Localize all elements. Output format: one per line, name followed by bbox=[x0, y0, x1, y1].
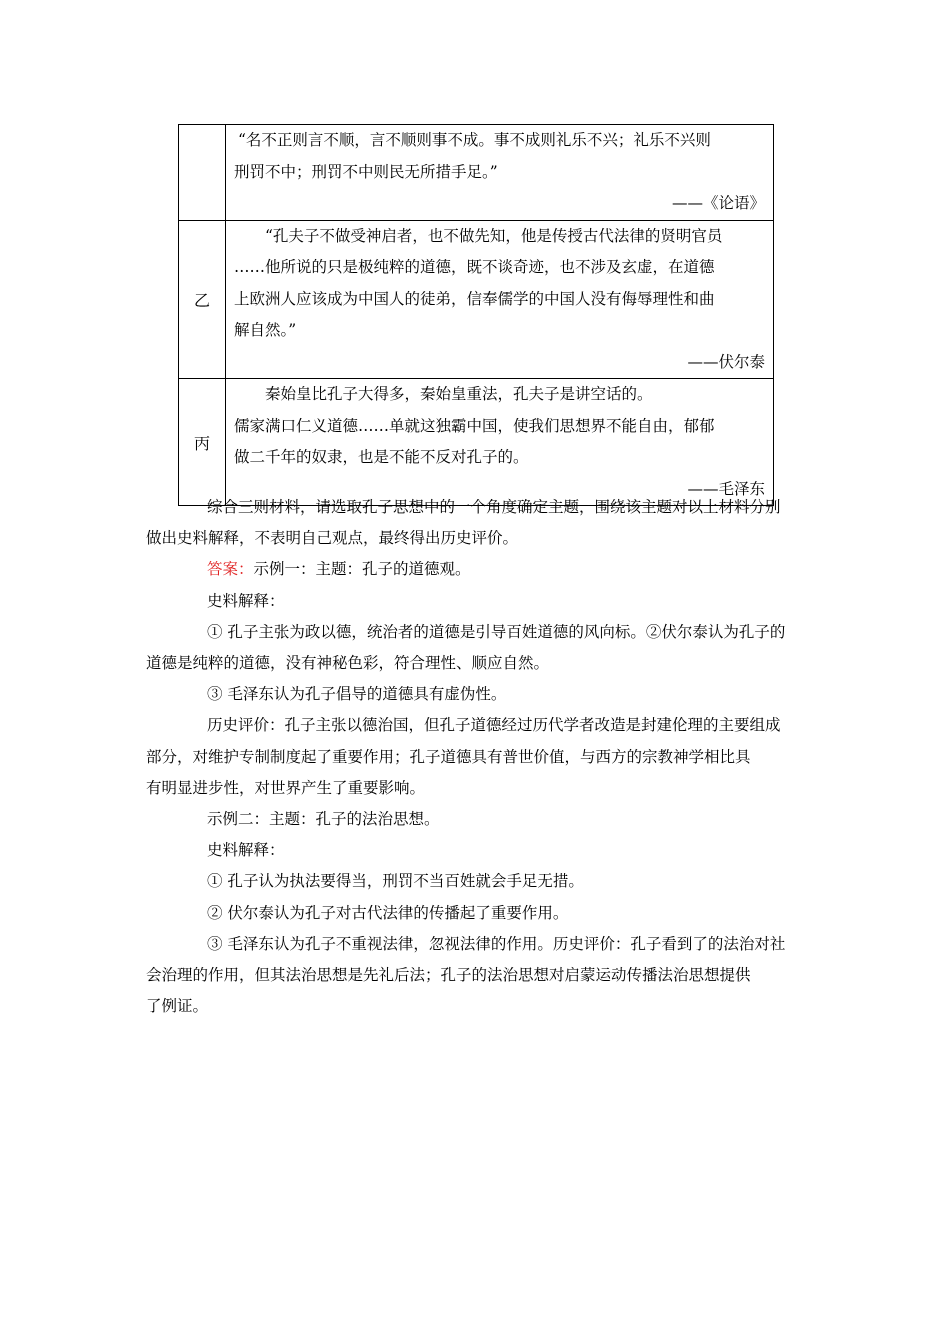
quote-line: 秦始皇比孔子大得多，秦始皇重法，孔夫子是讲空话的。 bbox=[265, 385, 653, 403]
material-row-bing bbox=[179, 379, 774, 506]
answer-paragraph bbox=[146, 710, 810, 804]
answer-line: 有明显进步性，对世界产生了重要影响。 bbox=[146, 778, 426, 797]
material-table bbox=[178, 124, 774, 506]
quote-source: ——伏尔泰 bbox=[687, 352, 765, 371]
answer-line: 历史评价：孔子主张以德治国，但孔子道德经过历代学者改造是封建伦理的主要组成 bbox=[207, 716, 781, 735]
quote-source: ——《论语》 bbox=[671, 194, 765, 212]
material-row-yi bbox=[179, 220, 774, 379]
quote-source: ——毛泽东 bbox=[687, 479, 765, 498]
row-label: 乙 bbox=[179, 220, 226, 379]
question-and-answer bbox=[146, 492, 810, 1022]
answer-label: 答案： bbox=[207, 560, 254, 579]
answer-line: ② 伏尔泰认为孔子对古代法律的传播起了重要作用。 bbox=[207, 903, 569, 922]
row-content bbox=[226, 125, 774, 221]
answer-line: ① 孔子认为执法要得当，刑罚不当百姓就会手足无措。 bbox=[207, 872, 584, 891]
answer-paragraph bbox=[146, 586, 810, 617]
quote-line: “名不正则言不顺，言不顺则事不成。事不成则礼乐不兴；礼乐不兴则 bbox=[238, 131, 711, 149]
row-content bbox=[226, 379, 774, 506]
quote-line: “孔夫子不做受神启者，也不做先知，他是传授古代法律的贤明官员 bbox=[265, 226, 723, 245]
row-content bbox=[226, 220, 774, 379]
answer-line: 史料解释： bbox=[207, 591, 285, 610]
answer-line: ③ 毛泽东认为孔子倡导的道德具有虚伪性。 bbox=[207, 685, 507, 704]
answer-line: ③ 毛泽东认为孔子不重视法律，忽视法律的作用。历史评价：孔子看到了的法治对社 bbox=[207, 934, 786, 953]
row-label bbox=[179, 125, 226, 221]
row-label: 丙 bbox=[179, 379, 226, 506]
quote-line: 做二千年的奴隶，也是不能不反对孔子的。 bbox=[234, 448, 529, 466]
answer-paragraph bbox=[146, 866, 810, 897]
answer-line: ① 孔子主张为政以德，统治者的道德是引导百姓道德的风向标。②伏尔泰认为孔子的 bbox=[207, 622, 786, 641]
quote-line: 上欧洲人应该成为中国人的徒弟，信奉儒学的中国人没有侮辱理性和曲 bbox=[234, 289, 715, 308]
answer-paragraph bbox=[146, 617, 810, 679]
example-heading: 示例一：主题：孔子的道德观。 bbox=[253, 560, 471, 579]
answer-paragraph bbox=[146, 804, 810, 835]
answer-paragraph bbox=[146, 929, 810, 1023]
quote-line: 刑罚不中；刑罚不中则民无所措手足。” bbox=[234, 162, 498, 181]
quote-line: ……他所说的只是极纯粹的道德，既不谈奇迹，也不涉及玄虚，在道德 bbox=[234, 258, 715, 276]
answer-line: 史料解释： bbox=[207, 841, 285, 860]
question-text: 做出史料解释，不表明自己观点，最终得出历史评价。 bbox=[146, 529, 519, 548]
quote-line: 儒家满口仁义道德……单就这独霸中国，使我们思想界不能自由，郁郁 bbox=[234, 416, 715, 435]
answer-line: 示例二：主题：孔子的法治思想。 bbox=[207, 810, 440, 829]
material-row-jia bbox=[179, 125, 774, 221]
answer-first-line bbox=[146, 554, 810, 585]
question-text: 综合三则材料，请选取孔子思想中的一个角度确定主题，围绕该主题对以上材料分别 bbox=[207, 498, 781, 516]
answer-line: 部分，对维护专制制度起了重要作用；孔子道德具有普世价值，与西方的宗教神学相比具 bbox=[146, 747, 751, 766]
quote-line: 解自然。” bbox=[234, 321, 297, 339]
answer-line: 了例证。 bbox=[146, 997, 209, 1016]
answer-line: 会治理的作用，但其法治思想是先礼后法；孔子的法治思想对启蒙运动传播法治思想提供 bbox=[146, 966, 751, 985]
answer-paragraph bbox=[146, 898, 810, 929]
answer-paragraph bbox=[146, 679, 810, 710]
answer-line: 道德是纯粹的道德，没有神秘色彩，符合理性、顺应自然。 bbox=[146, 654, 550, 673]
answer-paragraph bbox=[146, 835, 810, 866]
